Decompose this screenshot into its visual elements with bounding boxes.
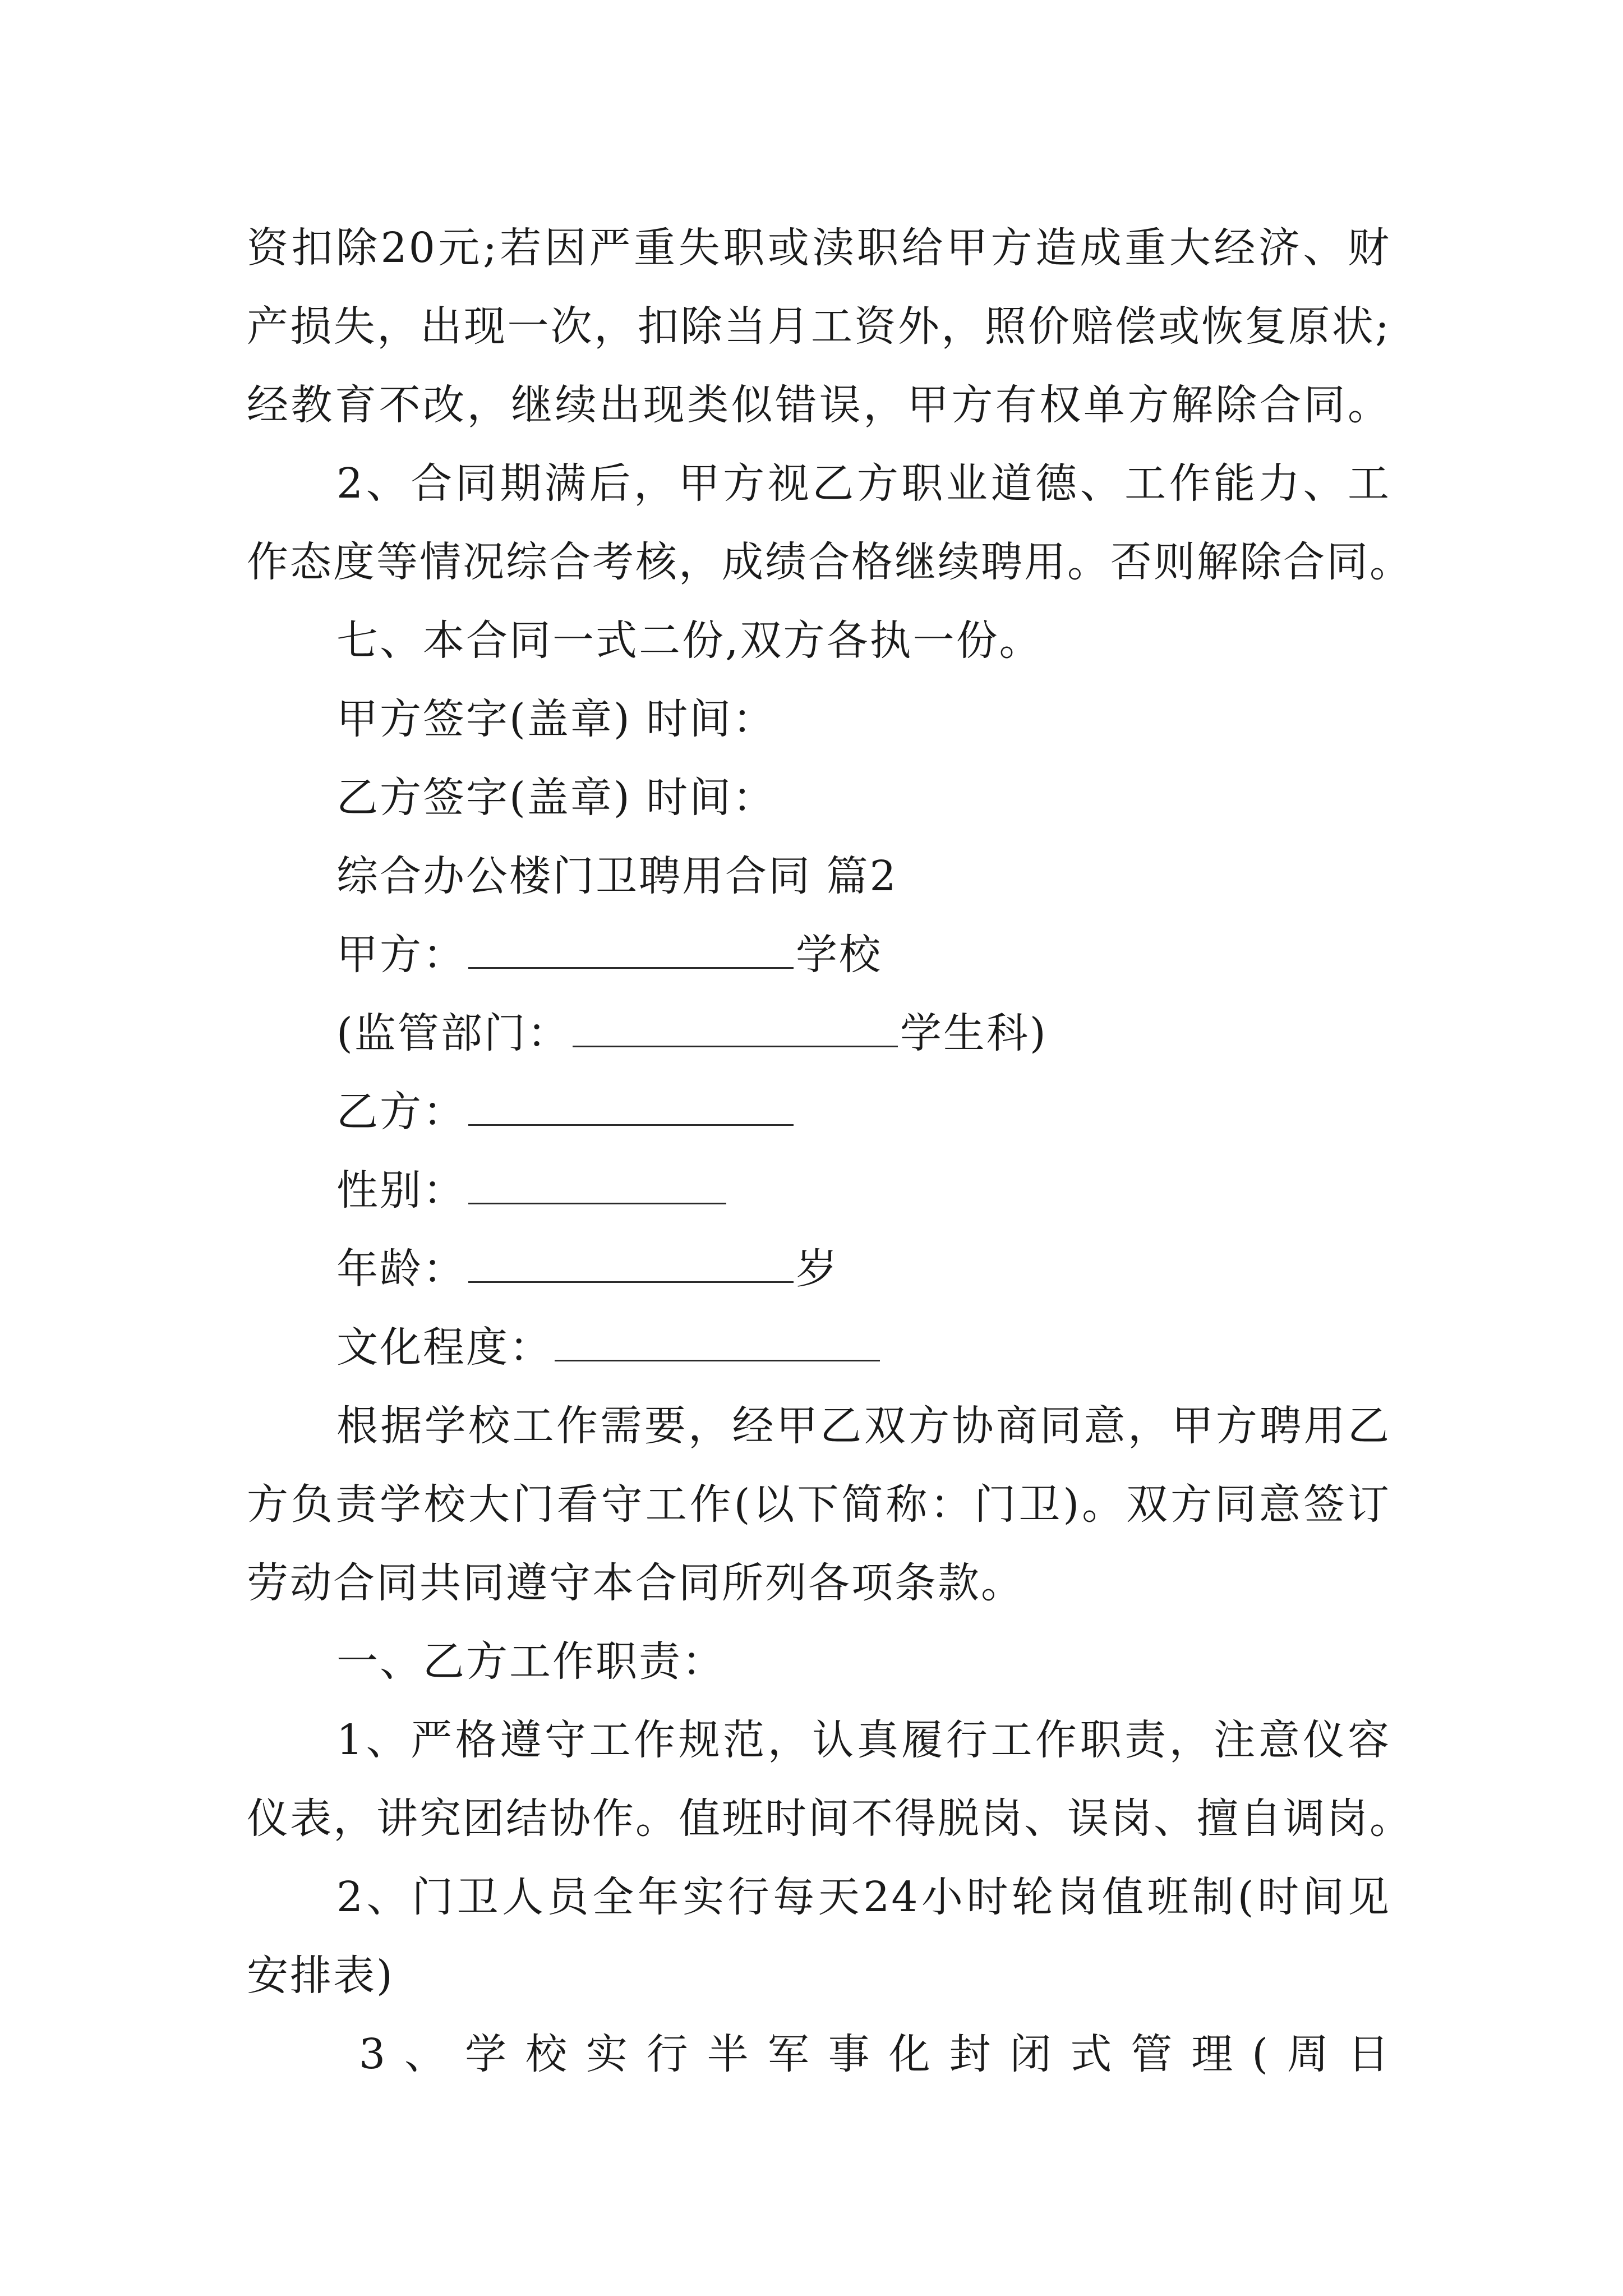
dept-suffix: 学生科) [900, 1009, 1048, 1057]
party-b-label: 乙方： [336, 1088, 466, 1136]
party-a-blank [468, 930, 794, 969]
age-suffix: 岁 [796, 1245, 839, 1293]
paragraph-line: 作态度等情况综合考核，成绩合格继续聘用。否则解除合同。 [247, 538, 1413, 586]
form-row-age [336, 1241, 1481, 1297]
signature-line-party-a: 甲方签字(盖章) 时间： [336, 695, 776, 743]
paragraph-line: 3、学校实行半军事化封闭式管理(周日 [359, 2030, 1391, 2078]
paragraph-line: 产损失，出现一次，扣除当月工资外，照价赔偿或恢复原状; [247, 302, 1391, 351]
paragraph-line: 仪表，讲究团结协作。值班时间不得脱岗、误岗、擅自调岗。 [247, 1795, 1413, 1843]
paragraph-line: 资扣除20元;若因严重失职或渎职给甲方造成重大经济、财 [247, 224, 1391, 272]
form-row-dept [336, 1005, 1481, 1061]
paragraph-line: 七、本合同一式二份,双方各执一份。 [336, 616, 1043, 665]
section-heading: 一、乙方工作职责： [336, 1637, 725, 1686]
party-a-suffix: 学校 [796, 931, 882, 979]
form-row-party-b [336, 1084, 1481, 1140]
signature-line-party-b: 乙方签字(盖章) 时间： [336, 774, 776, 822]
paragraph-line: 根据学校工作需要，经甲乙双方协商同意，甲方聘用乙 [336, 1402, 1391, 1450]
party-a-label: 甲方： [336, 931, 466, 979]
education-blank [555, 1323, 880, 1361]
dept-blank [573, 1009, 898, 1047]
age-label: 年龄： [336, 1245, 466, 1293]
education-label: 文化程度： [336, 1323, 552, 1372]
party-b-blank [468, 1087, 794, 1126]
paragraph-line: 方负责学校大门看守工作(以下简称：门卫)。双方同意签订 [247, 1480, 1391, 1529]
form-row-gender [336, 1162, 1481, 1218]
paragraph-line: 经教育不改，继续出现类似错误，甲方有权单方解除合同。 [247, 381, 1391, 429]
form-row-party-a [336, 927, 1481, 983]
age-blank [468, 1244, 794, 1283]
paragraph-line: 安排表) [247, 1952, 394, 2000]
form-row-education [336, 1319, 1481, 1375]
paragraph-line: 1、严格遵守工作规范，认真履行工作职责，注意仪容 [336, 1716, 1391, 1764]
paragraph-line: 2、合同期满后，甲方视乙方职业道德、工作能力、工 [336, 459, 1391, 508]
gender-blank [468, 1166, 726, 1204]
paragraph-line: 2、门卫人员全年实行每天24小时轮岗值班制(时间见 [336, 1873, 1391, 1921]
section-title: 综合办公楼门卫聘用合同 篇2 [336, 852, 898, 900]
gender-label: 性别： [336, 1166, 466, 1214]
paragraph-line: 劳动合同共同遵守本合同所列各项条款。 [247, 1559, 1024, 1607]
dept-label: (监管部门： [336, 1009, 570, 1057]
